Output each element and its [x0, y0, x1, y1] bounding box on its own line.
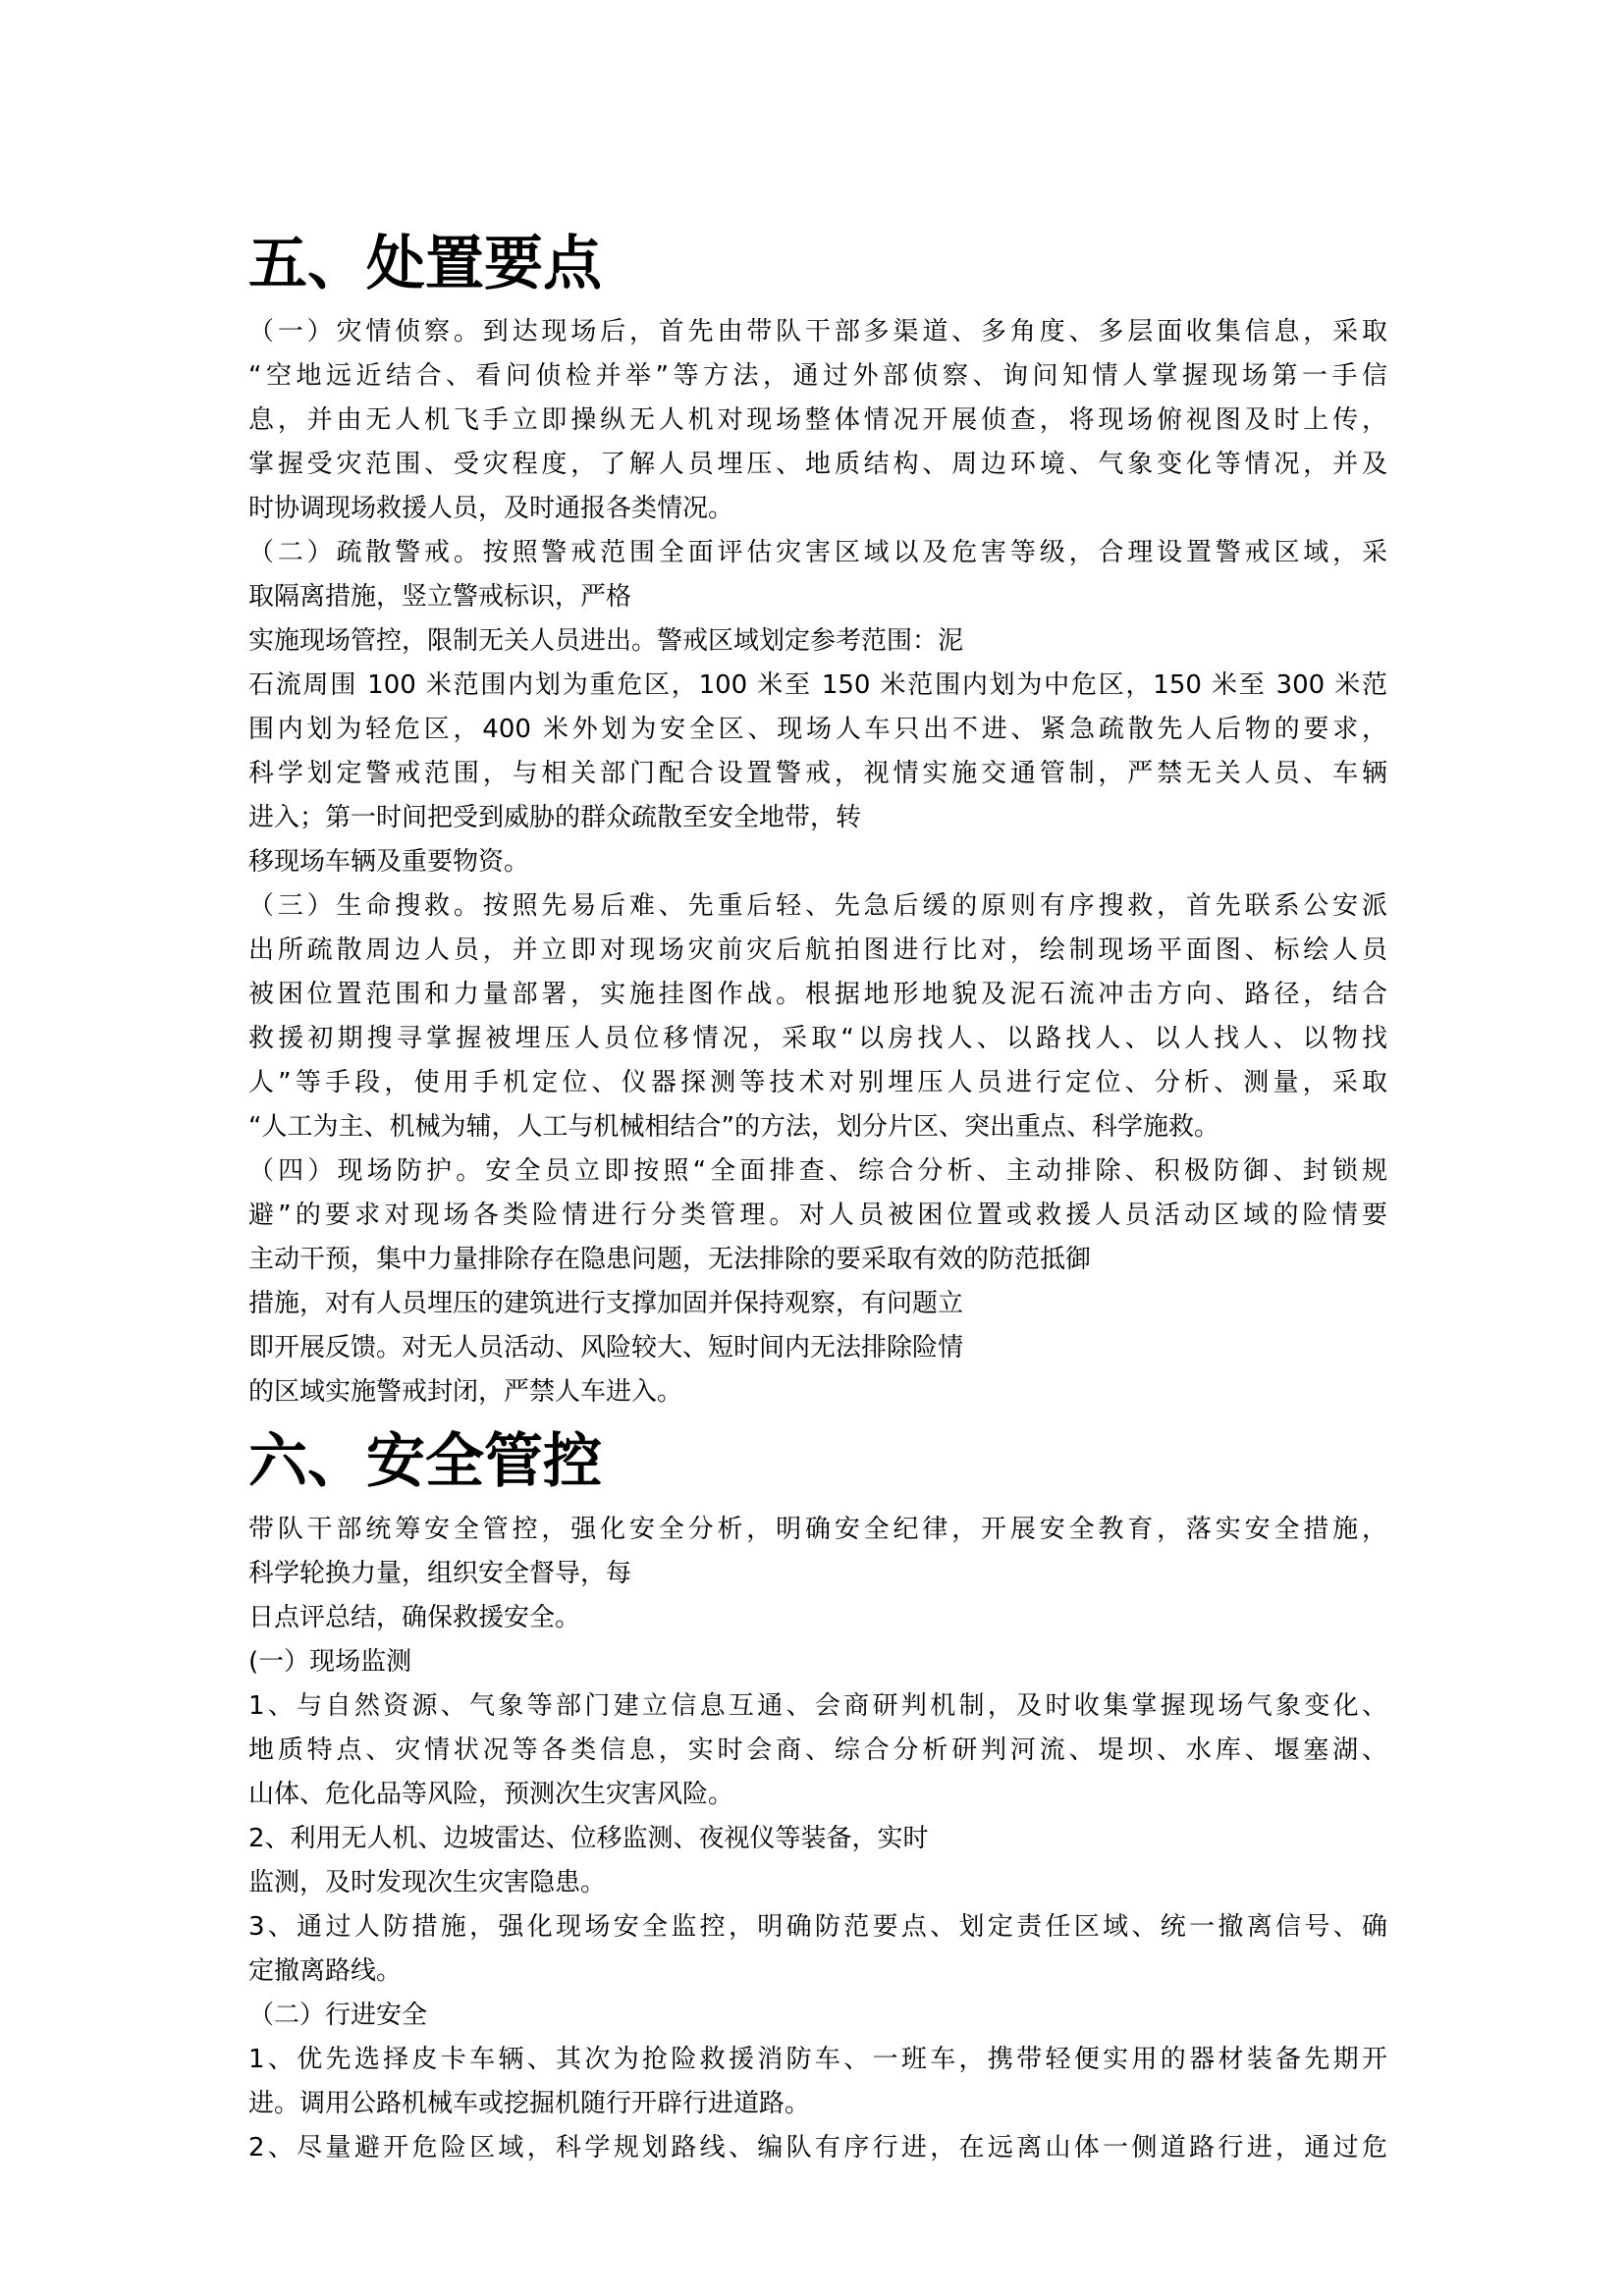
text-line: 带队干部统筹安全管控，强化安全分析，明确安全纪律，开展安全教育，落实安全措施，	[248, 1515, 1387, 1544]
text-line: “人工为主、机械为辅，人工与机械相结合”的方法，划分片区、突出重点、科学施救。	[248, 1112, 1219, 1142]
text-line: 救援初期搜寻掌握被埋压人员位移情况，采取“以房找人、以路找人、以人找人、以物找	[248, 1024, 1387, 1053]
list-travel-safety	[248, 2038, 1387, 2170]
subsection-title-monitoring: (一）现场监测	[248, 1647, 412, 1677]
text-line: 地质特点、灾情状况等各类信息，实时会商、综合分析研判河流、堤坝、水库、堰塞湖、	[248, 1735, 1387, 1765]
text-line: 石流周围 100 米范围内划为重危区，100 米至 150 米范围内划为中危区，150 米至 300 米范	[248, 670, 1387, 700]
text-line: 息，并由无人机飞手立即操纵无人机对现场整体情况开展侦查，将现场俯视图及时上传，	[248, 405, 1387, 435]
paragraph-life-search	[248, 884, 1387, 1149]
text-line: 掌握受灾范围、受灾程度，了解人员埋压、地质结构、周边环境、气象变化等情况，并及	[248, 450, 1387, 479]
text-line: 出所疏散周边人员，并立即对现场灾前灾后航拍图进行比对，绘制现场平面图、标绘人员	[248, 935, 1387, 965]
paragraph-safety-intro	[248, 1508, 1387, 1640]
text-line: 2、利用无人机、边坡雷达、位移监测、夜视仪等装备，实时	[248, 1824, 929, 1853]
text-line: （二）疏散警戒。按照警戒范围全面评估灾害区域以及危害等级，合理设置警戒区域，采	[248, 538, 1387, 567]
text-line: 措施，对有人员埋压的建筑进行支撑加固并保持观察，有问题立	[248, 1289, 964, 1318]
text-line: 取隔离措施，竖立警戒标识，严格	[248, 582, 632, 612]
text-line: 科学轮换力量，组织安全督导，每	[248, 1559, 632, 1588]
text-line: 移现场车辆及重要物资。	[248, 847, 530, 877]
text-line: （四）现场防护。安全员立即按照“全面排查、综合分析、主动排除、积极防御、封锁规	[248, 1156, 1387, 1186]
text-line: （一）灾情侦察。到达现场后，首先由带队干部多渠道、多角度、多层面收集信息，采取	[248, 317, 1387, 347]
text-line: 3、通过人防措施，强化现场安全监控，明确防范要点、划定责任区域、统一撤离信号、确	[248, 1912, 1387, 1942]
text-line: 即开展反馈。对无人员活动、风险较大、短时间内无法排除险情	[248, 1333, 964, 1362]
text-line: 1、与自然资源、气象等部门建立信息互通、会商研判机制，及时收集掌握现场气象变化、	[248, 1691, 1387, 1721]
document-body	[248, 219, 1387, 2170]
text-line: 监测，及时发现次生灾害隐患。	[248, 1868, 607, 1897]
text-line: 实施现场管控，限制无关人员进出。警戒区域划定参考范围：泥	[248, 626, 964, 656]
text-line: 时协调现场救援人员，及时通报各类情况。	[248, 494, 734, 523]
text-line: 主动干预，集中力量排除存在隐患问题，无法排除的要采取有效的防范抵御	[248, 1245, 1092, 1274]
paragraph-disaster-reconnaissance	[248, 310, 1387, 531]
text-line: “空地远近结合、看问侦检并举”等方法，通过外部侦察、询问知情人掌握现场第一手信	[248, 361, 1387, 391]
text-line: 山体、危化品等风险，预测次生灾害风险。	[248, 1780, 734, 1809]
subsection-title-travel-safety: （二）行进安全	[248, 2001, 428, 2030]
text-line: 被困位置范围和力量部署，实施挂图作战。根据地形地貌及泥石流冲击方向、路径，结合	[248, 980, 1387, 1009]
text-line: 1、优先选择皮卡车辆、其次为抢险救援消防车、一班车，携带轻便实用的器材装备先期开	[248, 2045, 1387, 2074]
text-line: 日点评总结，确保救援安全。	[248, 1603, 581, 1632]
text-line: 围内划为轻危区，400 米外划为安全区、现场人车只出不进、紧急疏散先人后物的要求，	[248, 715, 1387, 744]
text-line: 进。调用公路机械车或挖掘机随行开辟行进道路。	[248, 2089, 811, 2118]
list-site-monitoring	[248, 1684, 1387, 1994]
paragraph-site-protection	[248, 1149, 1387, 1415]
text-line: （三）生命搜救。按照先易后难、先重后轻、先急后缓的原则有序搜救，首先联系公安派	[248, 891, 1387, 921]
paragraph-evacuation-cordon	[248, 531, 1387, 884]
text-line: 2、尽量避开危险区域，科学规划路线、编队有序行进，在远离山体一侧道路行进，通过危	[248, 2133, 1387, 2163]
section-heading-5: 五、处置要点	[248, 230, 602, 298]
text-line: 进入；第一时间把受到威胁的群众疏散至安全地带，转	[248, 803, 862, 832]
text-line: 科学划定警戒范围，与相关部门配合设置警戒，视情实施交通管制，严禁无关人员、车辆	[248, 759, 1387, 788]
text-line: 的区域实施警戒封闭，严禁人车进入。	[248, 1377, 683, 1407]
text-line: 避”的要求对现场各类险情进行分类管理。对人员被困位置或救援人员活动区域的险情要	[248, 1201, 1387, 1230]
text-line: 人”等手段，使用手机定位、仪器探测等技术对别埋压人员进行定位、分析、测量，采取	[248, 1068, 1387, 1097]
text-line: 定撤离路线。	[248, 1956, 403, 1986]
section-heading-6: 六、安全管控	[248, 1427, 602, 1496]
